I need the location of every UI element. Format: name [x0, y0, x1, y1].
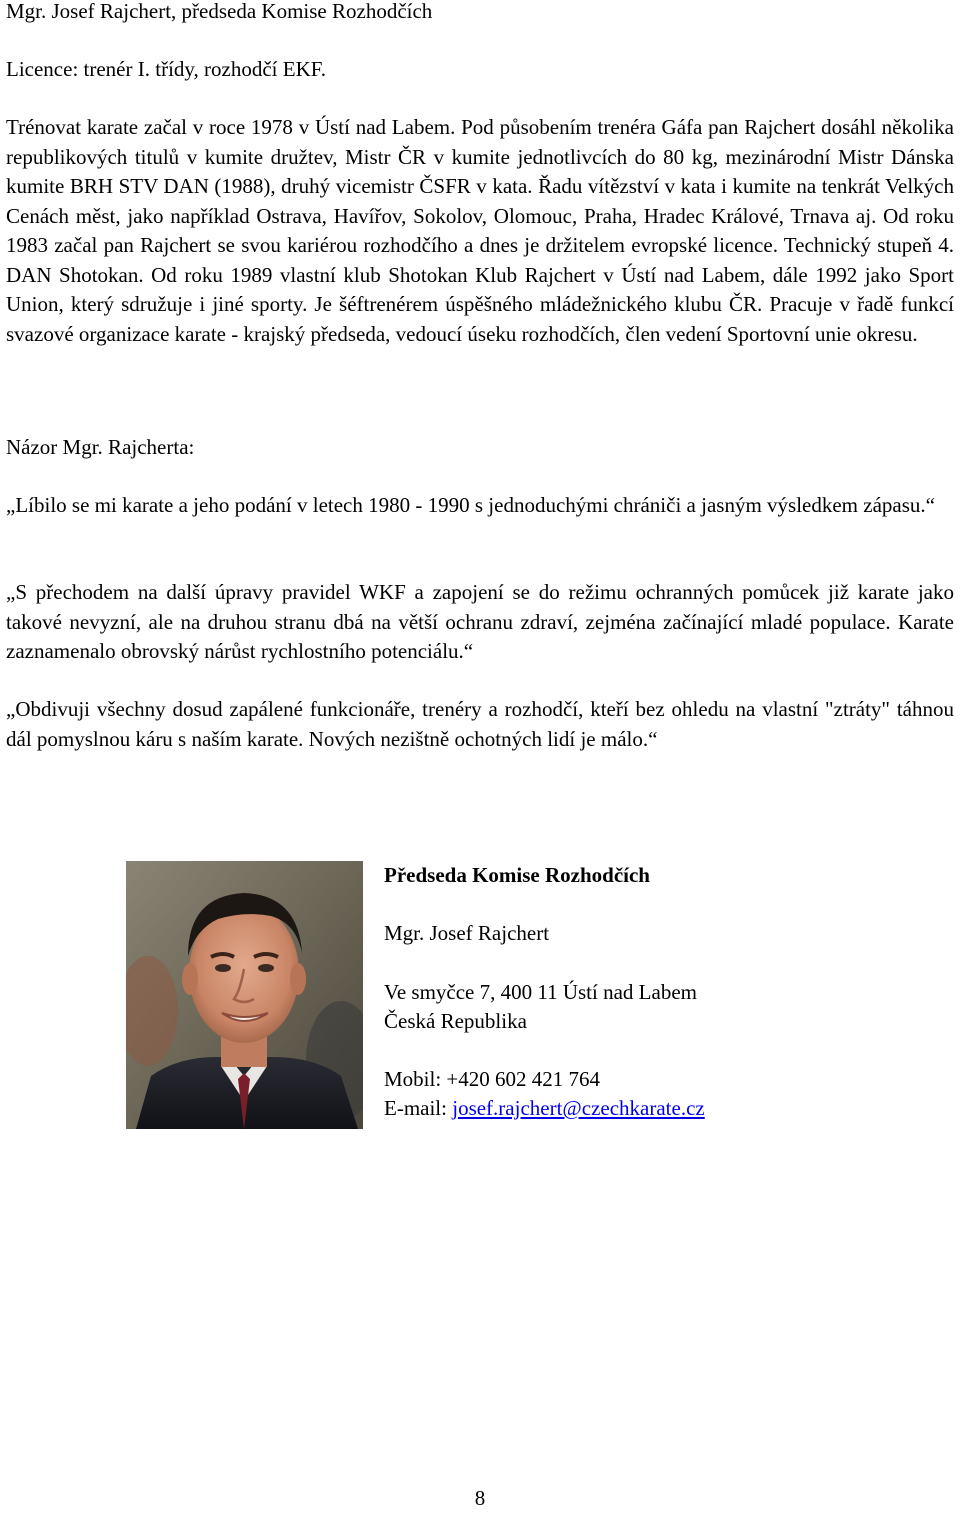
page-number: 8: [474, 1486, 486, 1510]
quote-paragraph: „S přechodem na další úpravy pravidel WKF a zapojení se do režimu ochranných pomůcek již karate jako takové nevyzní, ale na druhou stranu dbá na větší ochranu zdraví, zejména začínající mladé populace. Karate zaznamenalo obrovský nárůst rychlostního potenciálu.“: [6, 580, 954, 663]
biography-paragraph: Trénovat karate začal v roce 1978 v Ústí nad Labem. Pod působením trenéra Gáfa pan Rajchert dosáhl několika republikových titulů v kumite družtev, Mistr ČR v kumite jednotlivcích do 80 kg, mezinárodní Mistr Dánska kumite BRH STV DAN (1988), druhý vicemistr ČSFR v kata. Řadu vítězství v kata i kumite na tenkrát Velkých Cenách měst, jako například Ostrava, Havířov, Sokolov, Olomouc, Praha, Hradec Králové, Trnava aj. Od roku 1983 začal pan Rajchert se svou kariérou rozhodčího a dnes je držitelem evropské licence. Technický stupeň 4. DAN Shotokan. Od roku 1989 vlastní klub Shotokan Klub Rajchert v Ústí nad Labem, dále 1992 jako Sport Union, který sdružuje i jiné sporty. Je šéftrenérem úspěšného mládežnického klubu ČR. Pracuje v řadě funkcí svazové organizace karate - krajský předseda, vedoucí úseku rozhodčích, člen vedení Sportovní unie okresu.: [6, 115, 954, 346]
opinion-heading: Názor Mgr. Rajcherta:: [6, 435, 195, 459]
quote-paragraph: „Líbilo se mi karate a jeho podání v letech 1980 - 1990 s jednoduchými chrániči a jasným výsledkem zápasu.“: [6, 493, 935, 517]
portrait-photo: [126, 861, 363, 1129]
contact-heading: Předseda Komise Rozhodčích: [384, 863, 650, 887]
email-label: E-mail:: [384, 1096, 453, 1120]
contact-email-line: [384, 1094, 705, 1124]
contact-mobile: Mobil: +420 602 421 764: [384, 1067, 601, 1091]
licence-line: Licence: trenér I. třídy, rozhodčí EKF.: [6, 57, 326, 81]
contact-address-country: Česká Republika: [384, 1009, 527, 1033]
email-link[interactable]: josef.rajchert@czechkarate.cz: [452, 1096, 705, 1120]
contact-name: Mgr. Josef Rajchert: [384, 921, 550, 945]
contact-address-street: Ve smyčce 7, 400 11 Ústí nad Labem: [384, 980, 697, 1004]
quote-paragraph: „Obdivuji všechny dosud zapálené funkcionáře, trenéry a rozhodčí, kteří bez ohledu na vlastní "ztráty" táhnou dál pomyslnou káru s naším karate. Nových nezištně ochotných lidí je málo.“: [6, 697, 954, 751]
page-title: Mgr. Josef Rajchert, předseda Komise Rozhodčích: [6, 0, 433, 23]
